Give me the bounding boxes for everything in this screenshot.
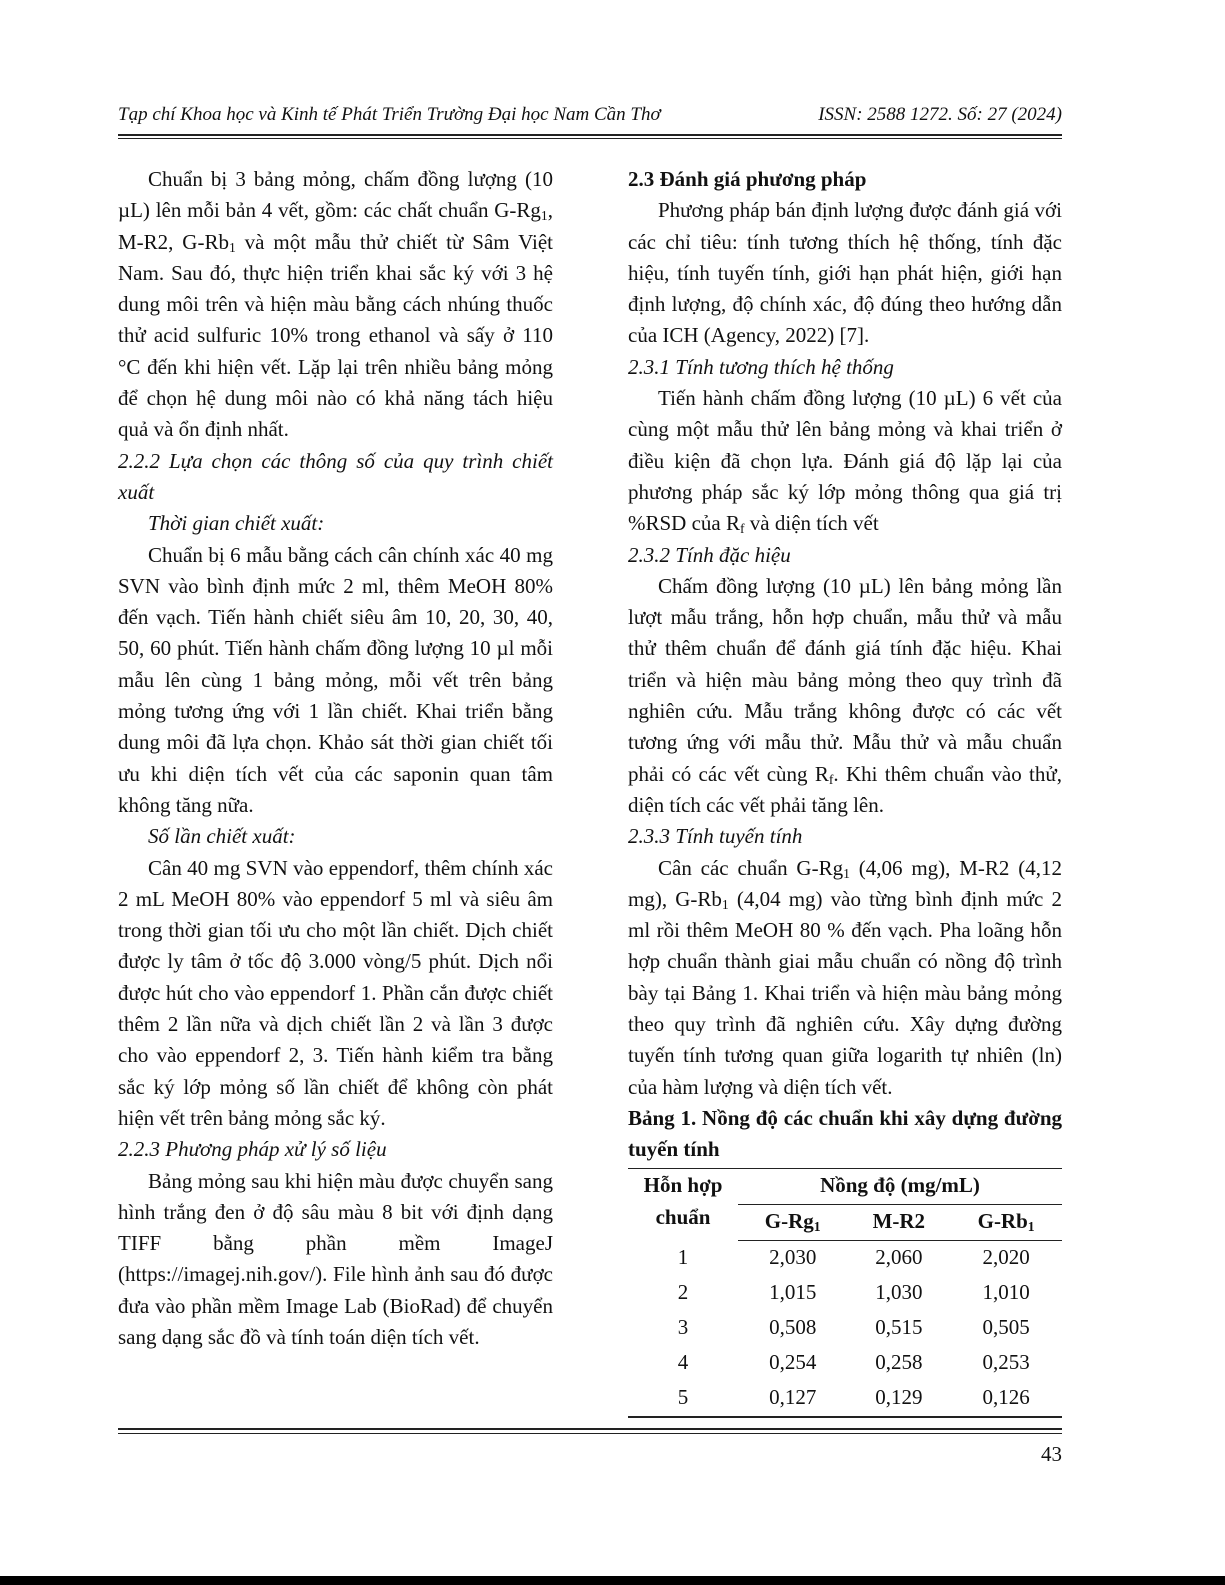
mix-number-cell: 2 <box>677 1280 689 1305</box>
section-heading-2-2-2: 2.2.2 Lựa chọn các thông số của quy trình chiết xuất <box>118 448 553 504</box>
concentration-cell: 0,505 <box>982 1315 1030 1340</box>
column-header-standard-1: $G-Rg_1$ <box>738 1204 847 1240</box>
section-heading-2-3-1: 2.3.1 Tính tương thích hệ thống <box>628 354 894 379</box>
left-column <box>118 164 553 1353</box>
paragraph-data-processing: Bảng mỏng sau khi hiện màu được chuyển sang hình trắng đen ở độ sâu màu 8 bit với định dạng TIFF bằng phần mềm ImageJ (https://imagej.nih.gov/). File hình ảnh sau đó được đưa vào phần mềm Image Lab (BioRad) để chuyển sang dạng sắc đồ và tính toán diện tích vết. <box>118 1168 553 1349</box>
footer-rule <box>118 1428 1062 1430</box>
concentration-cell: 2,060 <box>875 1245 923 1270</box>
paragraph-tlc-setup: Chuẩn bị 3 bảng mỏng, chấm đồng lượng (10 µL) lên mỗi bản 4 vết, gồm: các chất chuẩn $G-Rg_1$, M-R2, $G-Rb_1$ và một mẫu thử chiết từ Sâm Việt Nam. Sau đó, thực hiện triển khai sắc ký với 3 hệ dung môi trên và hiện màu bằng cách nhúng thuốc thử acid sulfuric 10% trong ethanol và sấy ở 110 °C đến khi hiện vết. Lặp lại trên nhiều bảng mỏng để chọn hệ dung môi nào có khả năng tách hiệu quả và ổn định nhất. <box>118 167 553 442</box>
concentration-cell: 2,020 <box>982 1245 1030 1270</box>
concentration-cell: 0,508 <box>769 1315 817 1340</box>
concentration-cell: 0,254 <box>769 1350 817 1375</box>
concentration-cell: 1,010 <box>982 1280 1030 1305</box>
column-header-standard-3: $G-Rb_1$ <box>950 1204 1062 1240</box>
concentration-cell: 0,127 <box>738 1381 847 1417</box>
journal-title: Tạp chí Khoa học và Kinh tế Phát Triển Trường Đại học Nam Cần Thơ <box>118 104 661 125</box>
page-number: 43 <box>1041 1442 1062 1466</box>
mix-number-cell: 1 <box>677 1245 689 1270</box>
issn-issue: ISSN: 2588 1272. Số: 27 (2024) <box>818 104 1062 125</box>
paragraph-specificity: Chấm đồng lượng (10 µL) lên bảng mỏng lần lượt mẫu trắng, hỗn hợp chuẩn, mẫu thử và mẫu thử thêm chuẩn để đánh giá tính đặc hiệu. Khai triển và hiện màu bảng mỏng theo quy trình đã nghiên cứu. Mẫu trắng không được có các vết tương ứng với mẫu thử. Mẫu thử và mẫu chuẩn phải có các vết cùng $R_f$. Khi thêm chuẩn vào thử, diện tích các vết phải tăng lên. <box>628 573 1063 817</box>
table-row <box>628 1381 1062 1417</box>
header-rule-thin <box>118 138 1062 139</box>
column-header-mix: Hỗn hợp chuẩn <box>628 1168 738 1240</box>
mix-number-cell: 4 <box>677 1350 689 1375</box>
running-header <box>118 100 1062 134</box>
section-heading-2-3: 2.3 Đánh giá phương pháp <box>628 167 867 191</box>
column-header-concentration: Nồng độ (mg/mL) <box>738 1168 1062 1204</box>
right-column <box>628 164 1062 1418</box>
paragraph-method-evaluation: Phương pháp bán định lượng được đánh giá với các chỉ tiêu: tính tương thích hệ thống, tính đặc hiệu, tính tuyến tính, giới hạn phát hiện, giới hạn định lượng, độ chính xác, độ đúng theo hướng dẫn của ICH (Agency, 2022) [7]. <box>628 198 1062 348</box>
concentration-cell: 0,129 <box>847 1381 950 1417</box>
paragraph-extraction-count: Cân 40 mg SVN vào eppendorf, thêm chính xác 2 mL MeOH 80% vào eppendorf 5 ml và siêu âm trong thời gian tối ưu cho một lần chiết. Dịch chiết được ly tâm ở tốc độ 3.000 vòng/5 phút. Dịch nổi được hút cho vào eppendorf 1. Phần cắn được chiết thêm 2 lần nữa và dịch chiết lần 2 và lần 3 được cho vào eppendorf 2, 3. Tiến hành kiểm tra bằng sắc ký lớp mỏng số lần chiết để không còn phát hiện vết trên bảng mỏng sắc ký. <box>118 855 553 1130</box>
header-rule <box>118 134 1062 136</box>
scan-edge-bar <box>0 1576 1225 1585</box>
table-row <box>628 1311 1062 1346</box>
paragraph-extraction-time: Chuẩn bị 6 mẫu bằng cách cân chính xác 40 mg SVN vào bình định mức 2 ml, thêm MeOH 80% đến vạch. Tiến hành chiết siêu âm 10, 20, 30, 40, 50, 60 phút. Tiến hành chấm đồng lượng 10 µl mỗi mẫu lên cùng 1 bảng mỏng, mỗi vết trên bảng mỏng tương ứng với 1 lần chiết. Khai triển bằng dung môi đã lựa chọn. Khảo sát thời gian chiết tối ưu khi diện tích vết của các saponin quan tâm không tăng nữa. <box>118 542 553 817</box>
mix-number-cell: 3 <box>677 1315 689 1340</box>
column-header-standard-2: M-R2 <box>847 1204 950 1240</box>
concentration-table <box>628 1168 1062 1418</box>
table-row <box>628 1240 1062 1276</box>
footer-rule-thin <box>118 1433 1062 1434</box>
mix-number-cell: 5 <box>628 1381 738 1417</box>
section-heading-2-3-2: 2.3.2 Tính đặc hiệu <box>628 542 791 567</box>
concentration-cell: 2,030 <box>769 1245 817 1270</box>
concentration-cell: 0,515 <box>875 1315 923 1340</box>
section-heading-2-3-3: 2.3.3 Tính tuyến tính <box>628 824 803 849</box>
table-row <box>628 1346 1062 1381</box>
concentration-cell: 0,258 <box>875 1350 923 1375</box>
concentration-cell: 1,015 <box>769 1280 817 1305</box>
subheading-extraction-time: Thời gian chiết xuất: <box>148 511 325 536</box>
section-heading-2-2-3: 2.2.3 Phương pháp xử lý số liệu <box>118 1137 387 1162</box>
paragraph-system-suitability: Tiến hành chấm đồng lượng (10 µL) 6 vết của cùng một mẫu thử lên bảng mỏng và khai triển ở điều kiện đã chọn lựa. Đánh giá độ lặp lại của phương pháp sắc ký lớp mỏng thông qua giá trị %RSD của $R_f$ và diện tích vết <box>628 386 1062 537</box>
concentration-cell: 0,253 <box>982 1350 1030 1375</box>
subheading-extraction-count: Số lần chiết xuất: <box>148 824 296 849</box>
table-row <box>628 1276 1062 1311</box>
paragraph-linearity: Cân các chuẩn $G-Rg_1$ (4,06 mg), M-R2 (4,12 mg), $G-Rb_1$ (4,04 mg) vào từng bình định mức 2 ml rồi thêm MeOH 80 % đến vạch. Pha loãng hỗn hợp chuẩn thành giai mẫu chuẩn có nồng độ trình bày tại Bảng 1. Khai triển và hiện màu bảng mỏng theo quy trình đã nghiên cứu. Xây dựng đường tuyến tính tương quan giữa logarith tự nhiên (ln) của hàm lượng và diện tích vết. <box>628 855 1062 1099</box>
table-caption: Bảng 1. Nồng độ các chuẩn khi xây dựng đường tuyến tính <box>628 1105 1062 1162</box>
concentration-cell: 1,030 <box>875 1280 923 1305</box>
concentration-cell: 0,126 <box>950 1381 1062 1417</box>
